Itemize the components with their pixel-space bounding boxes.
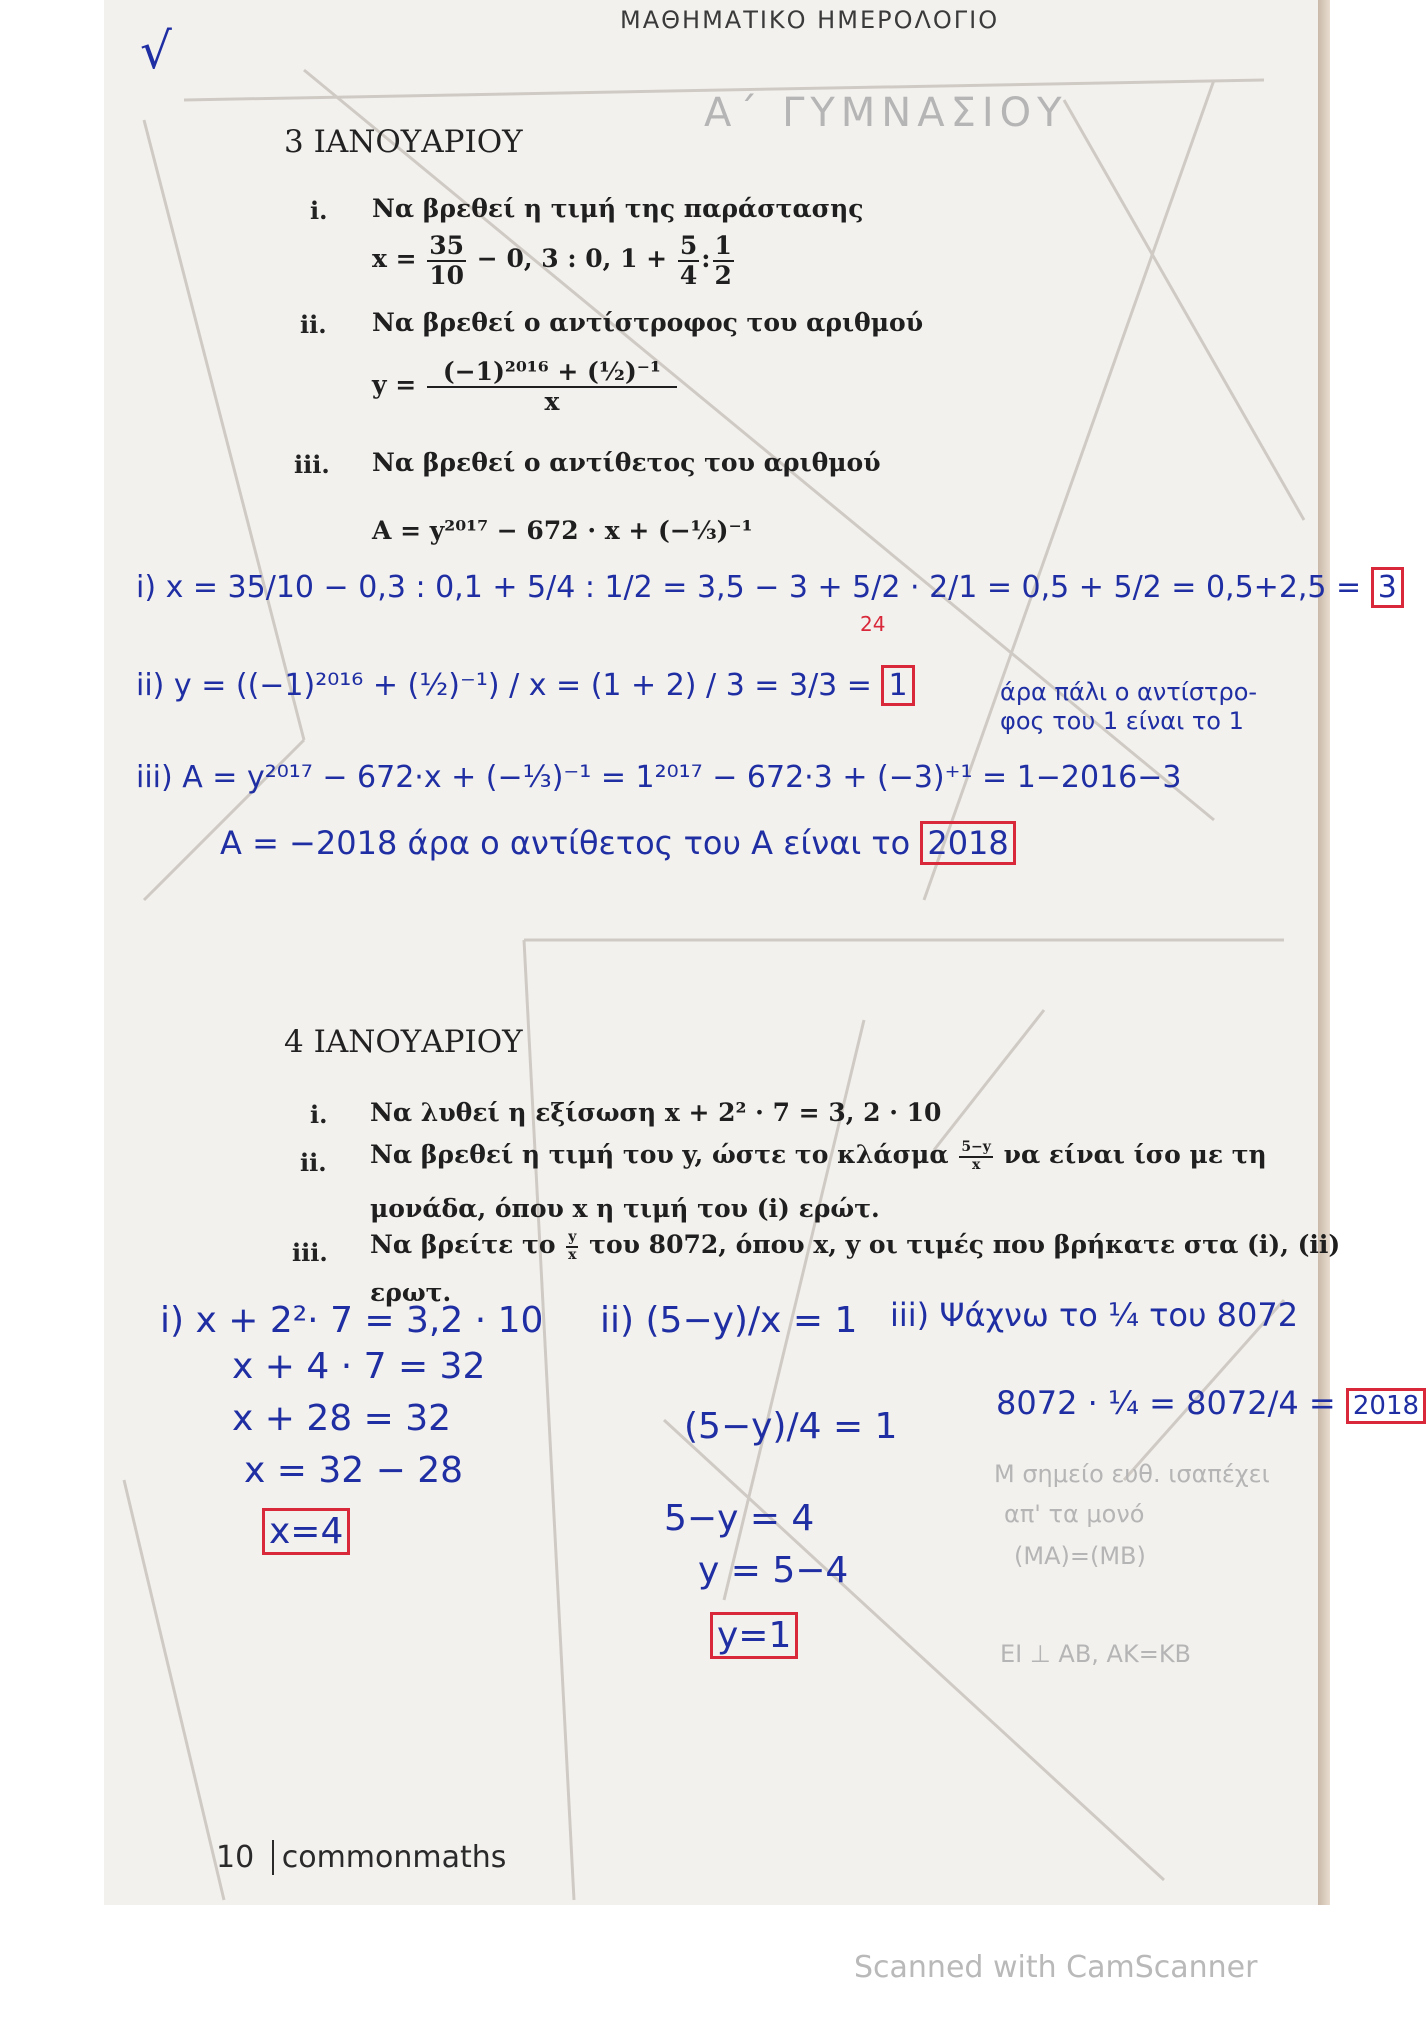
question-part: να είναι ίσο με τη (1003, 1140, 1267, 1169)
formula-part: x = (372, 244, 417, 273)
section-title: 3 ΙΑΝΟΥΑΡΙΟΥ (284, 124, 523, 160)
brand-signature: commonmaths (272, 1840, 507, 1875)
handwritten-line: y = 5−4 (698, 1550, 849, 1591)
question-part: Να βρεθεί η τιμή του y, ώστε το κλάσμα (370, 1140, 949, 1169)
numerator: (−1)²⁰¹⁶ + (½)⁻¹ (427, 358, 677, 388)
solution-text: A = −2018 άρα ο αντίθετος του A είναι το (220, 824, 911, 862)
fraction (566, 1230, 578, 1263)
numerator: 1 (714, 231, 732, 260)
handwritten-line: x + 28 = 32 (232, 1398, 452, 1439)
handwritten-line: iii) A = y²⁰¹⁷ − 672·x + (−⅓)⁻¹ = 1²⁰¹⁷ − 672·3 + (−3)⁺¹ = 1−2016−3 (136, 760, 1182, 795)
page-footer (216, 1840, 506, 1875)
solution-text: i) x = 35/10 − 0,3 : 0,1 + 5/4 : 1/2 = 3,5 − 3 + 5/2 · 2/1 = 0,5 + 5/2 = 0,5+2,5 = (136, 570, 1362, 605)
numerator: y (566, 1230, 578, 1247)
handwritten-line: x + 4 · 7 = 32 (232, 1346, 486, 1387)
question-text: Να βρεθεί η τιμή της παράστασης (372, 194, 864, 223)
page-edge (1318, 0, 1330, 1905)
checkmark: √ (140, 22, 172, 80)
question-text: Να βρεθεί ο αντίστροφος του αριθμού (372, 308, 924, 337)
answer-box: 1 (881, 665, 914, 706)
answer-box: 3 (1371, 567, 1404, 608)
formula-y (372, 358, 679, 415)
item-number: ii. (300, 1148, 327, 1177)
fraction (678, 232, 699, 289)
question-text: Να λυθεί η εξίσωση x + 2² · 7 = 3, 2 · 10 (370, 1098, 942, 1127)
denominator: x (971, 1156, 981, 1173)
handwritten-line (136, 570, 1404, 605)
question-text (370, 1140, 1267, 1173)
item-number: i. (310, 1100, 328, 1129)
handwritten-line (136, 668, 915, 703)
question-text: ερωτ. (370, 1278, 452, 1307)
solution-text: ii) y = ((−1)²⁰¹⁶ + (½)⁻¹) / x = (1 + 2) / 3 = 3/3 = (136, 668, 872, 703)
handwritten-line: (5−y)/4 = 1 (684, 1406, 898, 1447)
formula-part: y = (372, 370, 417, 399)
item-number: iii. (292, 1238, 328, 1267)
pencil-note: απ' τα μονό (1004, 1500, 1145, 1528)
fraction (713, 232, 734, 289)
pencil-note: Μ σημείο ευθ. ισαπέχει (994, 1460, 1270, 1488)
pencil-note: (ΜΑ)=(ΜΒ) (1014, 1542, 1146, 1570)
scanner-watermark: Scanned with CamScanner (854, 1950, 1258, 1985)
handwritten-line: iii) Ψάχνω το ¼ του 8072 (890, 1296, 1299, 1334)
item-number: iii. (294, 450, 330, 479)
handwritten-note: άρα πάλι ο αντίστρο- φος του 1 είναι το 1 (1000, 678, 1258, 735)
item-number: ii. (300, 310, 327, 339)
formula-part: : (701, 244, 711, 273)
denominator: x (544, 386, 560, 416)
item-number: i. (310, 196, 328, 225)
formula-part: − 0, 3 : 0, 1 + (476, 244, 668, 273)
pencil-note: ΕΙ ⊥ ΑΒ, ΑΚ=ΚΒ (1000, 1640, 1192, 1668)
solution-text: 8072 · ¼ = 8072/4 = (996, 1384, 1336, 1422)
numerator: 5−y (959, 1140, 993, 1157)
formula-a: A = y²⁰¹⁷ − 672 · x + (−⅓)⁻¹ (372, 516, 753, 545)
answer-box: y=1 (710, 1612, 798, 1659)
answer-box: x=4 (262, 1508, 350, 1555)
fraction (959, 1140, 993, 1173)
denominator: x (568, 1246, 577, 1263)
answer-box: 2018 (920, 821, 1015, 865)
handwritten-line: x = 32 − 28 (244, 1450, 464, 1491)
handwritten-line (996, 1384, 1426, 1422)
handwritten-line (220, 824, 1016, 862)
question-text: Να βρεθεί ο αντίθετος του αριθμού (372, 448, 881, 477)
page-number: 10 (216, 1840, 255, 1875)
question-part: Να βρείτε το (370, 1230, 556, 1259)
handwritten-line: i) x + 2²· 7 = 3,2 · 10 (160, 1300, 544, 1341)
handwritten-line: 5−y = 4 (664, 1498, 815, 1539)
question-part: του 8072, όπου x, y οι τιμές που βρήκατε στα (i), (ii) (589, 1230, 1341, 1259)
denominator: 4 (679, 260, 698, 290)
red-correction: 24 (860, 612, 886, 636)
handwritten-line: ii) (5−y)/x = 1 (600, 1300, 858, 1341)
header-title: ΜΑΘΗΜΑΤΙΚΟ ΗΜΕΡΟΛΟΓΙΟ (620, 6, 1000, 34)
formula-x (372, 232, 736, 289)
section-title: 4 ΙΑΝΟΥΑΡΙΟΥ (284, 1024, 523, 1060)
background-banner: Α΄ ΓΥΜΝΑΣΙΟΥ (704, 90, 1068, 136)
fraction (427, 358, 677, 415)
question-text: μονάδα, όπου x η τιμή του (i) ερώτ. (370, 1194, 880, 1223)
numerator: 35 (429, 231, 465, 260)
fraction (427, 232, 466, 289)
denominator: 10 (429, 260, 465, 290)
question-text (370, 1230, 1340, 1263)
numerator: 5 (679, 231, 698, 260)
denominator: 2 (714, 260, 732, 290)
answer-box: 2018 (1346, 1388, 1426, 1424)
